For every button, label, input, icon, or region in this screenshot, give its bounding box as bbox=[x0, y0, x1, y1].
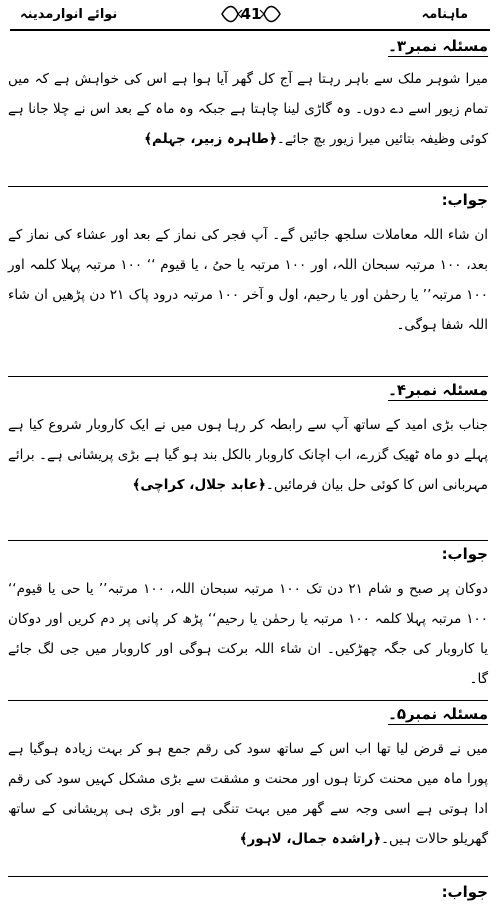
section-heading-text: مسئلہ نمبر۳۔ bbox=[388, 37, 488, 55]
section-divider bbox=[8, 540, 488, 541]
section-divider bbox=[8, 376, 488, 377]
section-divider bbox=[8, 700, 488, 701]
answer-4 bbox=[8, 574, 488, 694]
question-body: میرا شوہر ملک سے باہر رہتا ہے آج کل گھر آیا ہوا ہے اس کی خواہش ہے کہ میں تمام زیور اسے دے دوں۔ وہ گاڑی لینا چاہتا ہے جبکہ وہ ماہ کے بعد اس نے چلا جانا ہے کوئی وظیفہ بتائیں میرا زیور بچ جائے۔ bbox=[8, 71, 488, 147]
page-number-ornament bbox=[220, 2, 282, 26]
question-body: جناب بڑی امید کے ساتھ آپ سے رابطہ کر رہا ہوں میں نے ایک کاروبار شروع کیا ہے پہلے دو ماہ ٹھیک گزرے، اب اچانک کاروبار بالکل بند ہو گیا ہے بڑی پریشانی ہے۔ برائے مہربانی اس کا کوئی حل بیان فرمائیں۔ bbox=[8, 417, 488, 493]
section-divider bbox=[8, 876, 488, 877]
signature: ﴿راشدہ جمال، لاہور﴾ bbox=[239, 831, 382, 847]
answer-3 bbox=[8, 220, 488, 340]
question-text bbox=[8, 64, 488, 154]
answer-text: ان شاء اللہ معاملات سلجھ جائیں گے۔ آپ فجر کی نماز کے بعد اور عشاء کی نماز کے بعد، ۱۰۰ مرتبہ سبحان اللہ، اور ۱۰۰ مرتبہ یا حیُ ، یا قیوم ‘‘ ۱۰۰ مرتبہ پہلا کلمہ اور ۱۰۰ مرتبہ’’ یا رحمٰن اور یا رحیم، اول و آخر ۱۰۰ مرتبہ درود پاک ۲۱ دن پڑھیں ان شاء اللہ شفا ہوگی۔ bbox=[8, 227, 488, 333]
header-divider bbox=[10, 29, 490, 31]
section-heading-5 bbox=[388, 704, 488, 725]
page-number: 41 bbox=[240, 5, 262, 23]
section-heading-text: مسئلہ نمبر۴۔ bbox=[388, 381, 488, 399]
answer-heading-text: جواب: bbox=[441, 883, 488, 901]
answer-heading-text: جواب: bbox=[441, 545, 488, 563]
page-header bbox=[0, 0, 496, 30]
question-text bbox=[8, 734, 488, 854]
answer-heading-4 bbox=[442, 544, 488, 563]
magazine-label: ماہنامہ bbox=[421, 7, 468, 22]
answer-heading-text: جواب: bbox=[441, 191, 488, 209]
answer-text: دوکان پر صبح و شام ۲۱ دن تک ۱۰۰ مرتبہ سبحان اللہ، ۱۰۰ مرتبہ’’ یا حی یا قیوم‘‘ ۱۰۰ مرتبہ پہلا کلمہ ۱۰۰ مرتبہ یا رحمٰن یا رحیم‘‘ پڑھ کر پانی پر دم کریں اور دوکان یا کاروبار کی جگہ چھڑکیں۔ ان شاء اللہ برکت ہوگی اور کاروبار میں جی لگ جائے گا۔ bbox=[8, 581, 489, 687]
section-heading-4 bbox=[388, 380, 488, 401]
signature: ﴿عابد جلال، کراچی﴾ bbox=[132, 477, 266, 493]
magazine-title: نوائے انوارمدینہ bbox=[20, 7, 118, 22]
answer-heading-5 bbox=[442, 882, 488, 901]
question-5 bbox=[8, 734, 488, 854]
signature: ﴿طاہرہ زبیر، جہلم﴾ bbox=[144, 131, 277, 147]
section-heading-text: مسئلہ نمبر۵۔ bbox=[388, 705, 488, 723]
question-text bbox=[8, 410, 488, 500]
section-heading-3 bbox=[388, 36, 488, 57]
section-divider bbox=[8, 186, 488, 187]
question-body: میں نے قرض لیا تھا اب اس کے ساتھ سود کی رقم جمع ہو کر بہت زیادہ ہوگیا ہے پورا ماہ میں محنت کرتا ہوں اور محنت و مشقت سے بڑی مشکل کہیں سود کی رقم ادا ہوتی ہے اسی وجہ سے گھر میں بہت تنگی ہے اور بڑی ہی پریشانی کے ساتھ گھریلو حالات ہیں۔ bbox=[8, 741, 488, 847]
question-3 bbox=[8, 64, 488, 154]
question-4 bbox=[8, 410, 488, 500]
answer-heading-3 bbox=[442, 190, 488, 209]
